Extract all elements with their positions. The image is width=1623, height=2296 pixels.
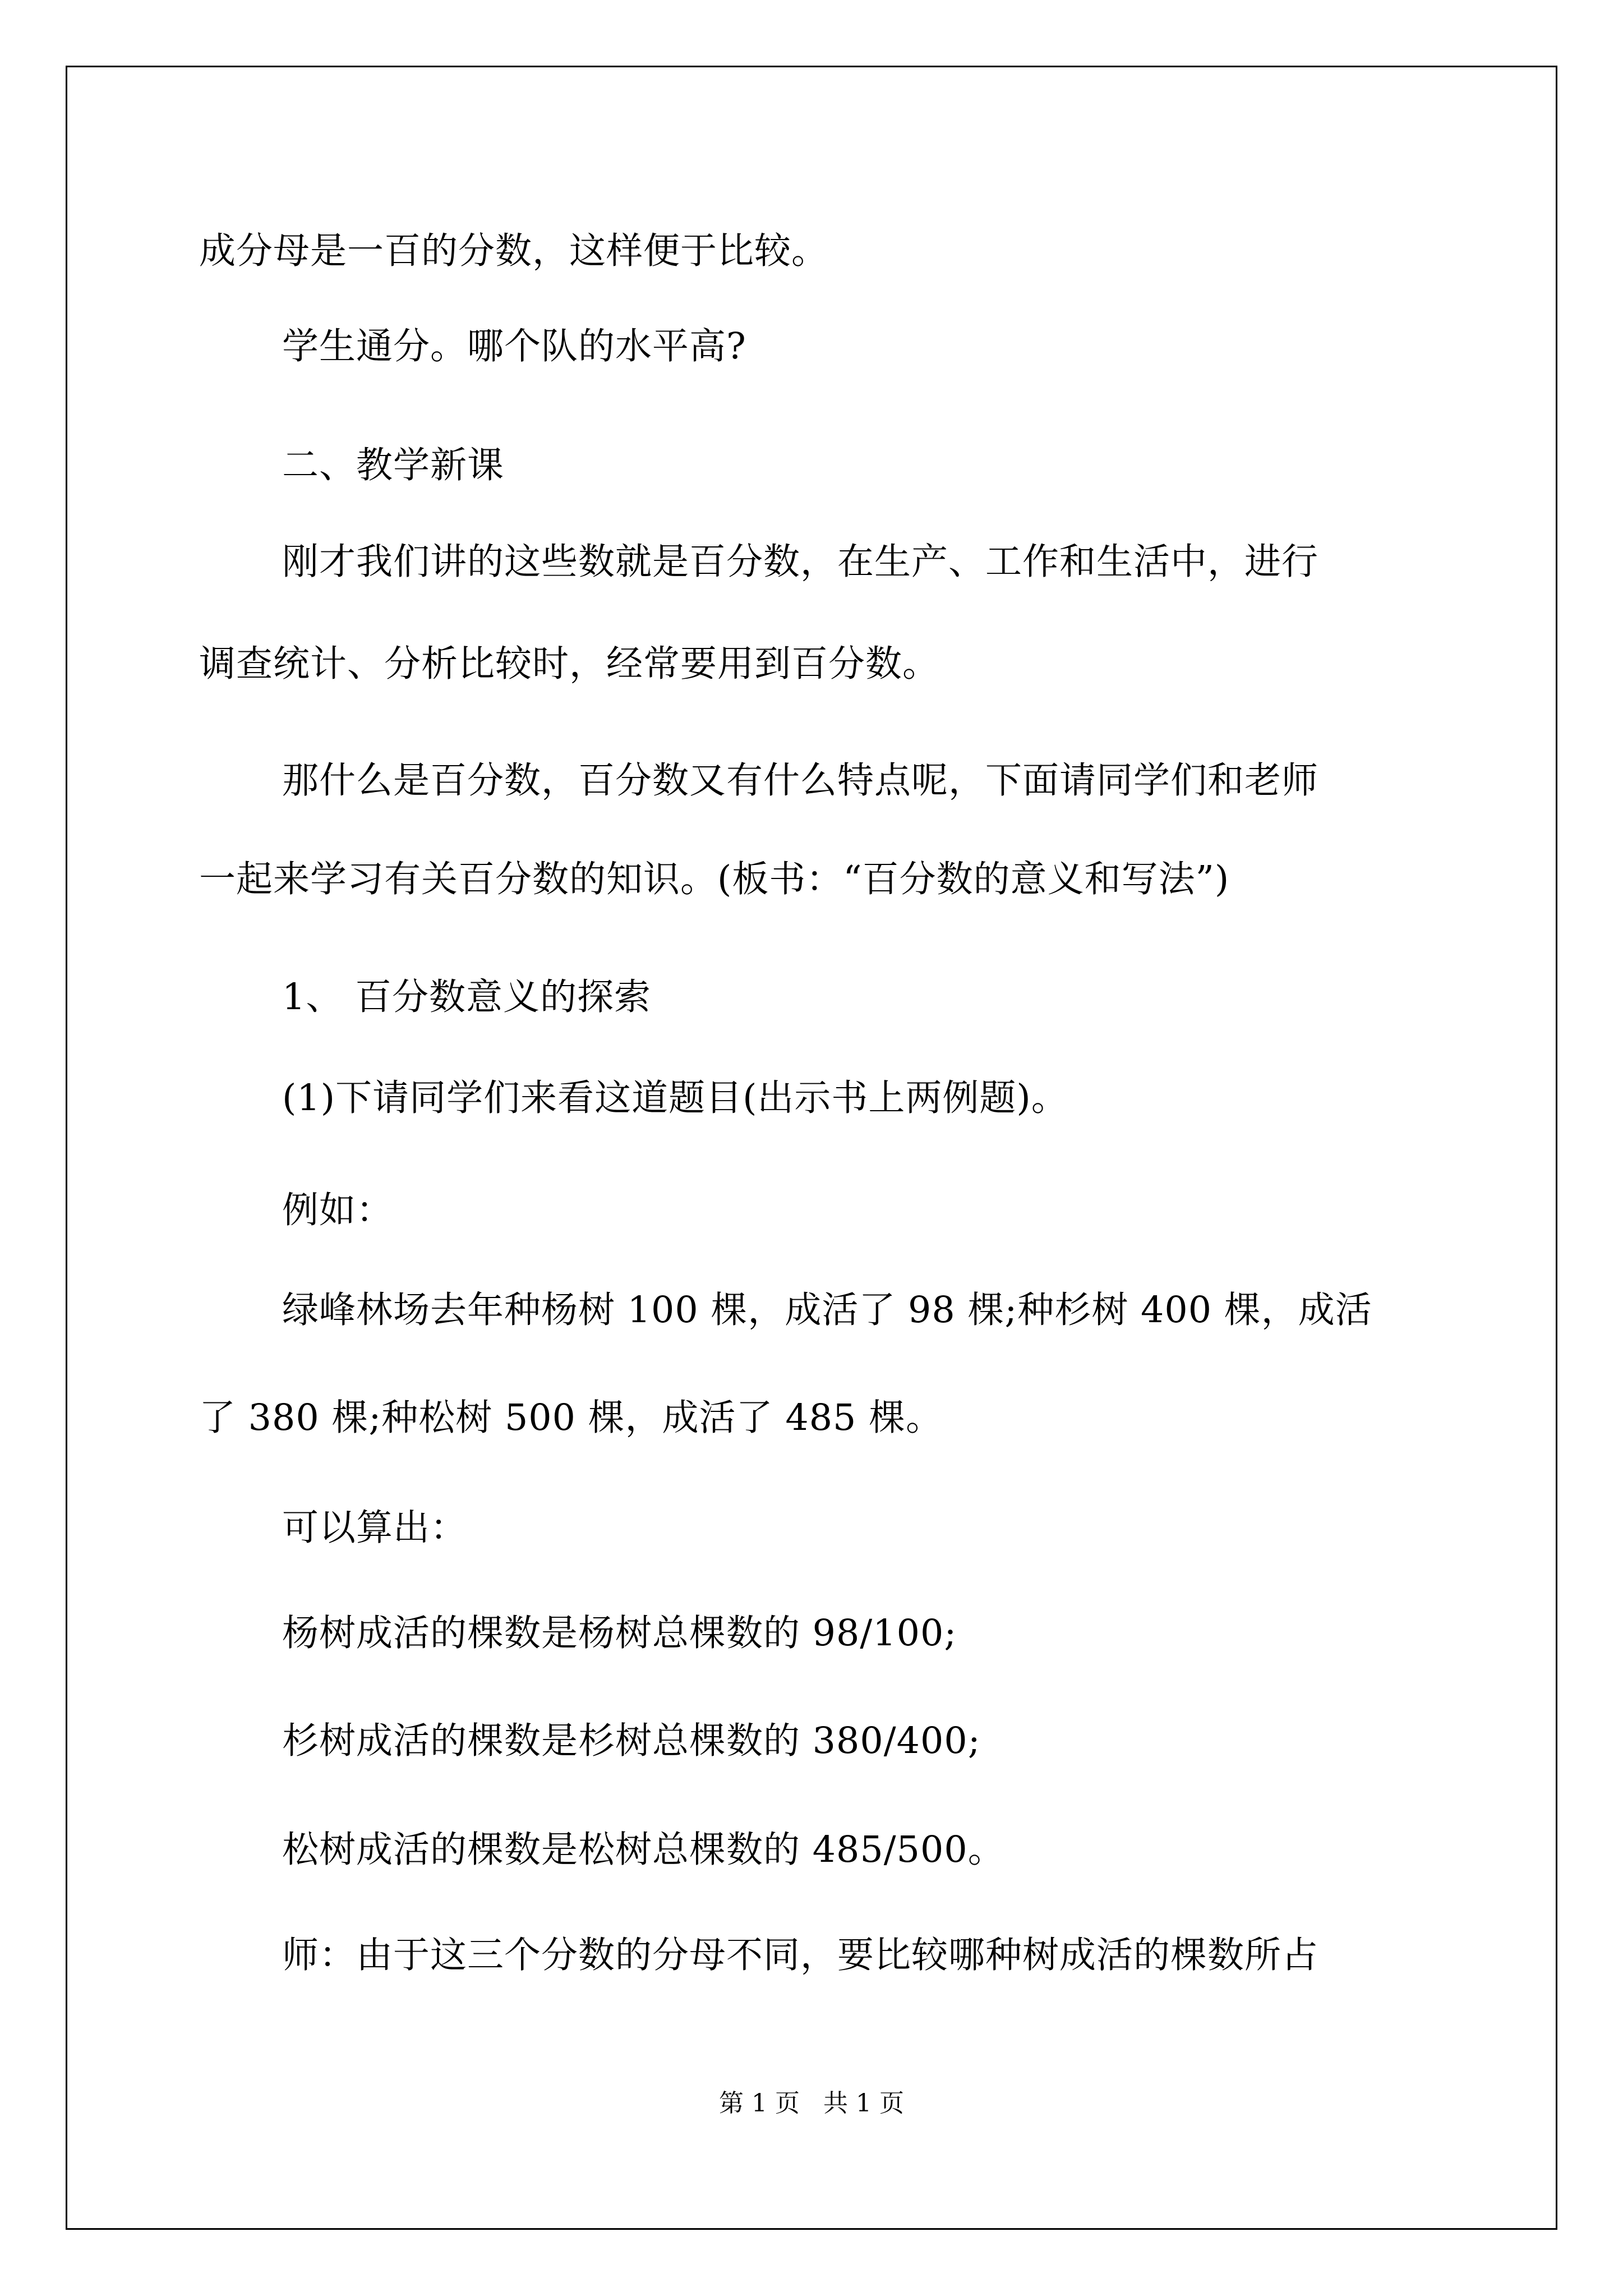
page-footer: 第 1 页 共 1 页 bbox=[719, 2089, 904, 2118]
text-line: 师：由于这三个分数的分母不同，要比较哪种树成活的棵数所占 bbox=[282, 1934, 1319, 1976]
section-heading: 二、教学新课 bbox=[282, 444, 505, 486]
text-line: 松树成活的棵数是松树总棵数的 485/500。 bbox=[282, 1829, 1005, 1871]
text-line: 调查统计、分析比较时，经常要用到百分数。 bbox=[199, 643, 940, 685]
text-line: 可以算出： bbox=[282, 1507, 468, 1549]
text-line: (1)下请同学们来看这道题目(出示书上两例题)。 bbox=[282, 1077, 1068, 1119]
text-line: 杨树成活的棵数是杨树总棵数的 98/100; bbox=[282, 1612, 957, 1654]
text-line: 绿峰林场去年种杨树 100 棵，成活了 98 棵;种杉树 400 棵，成活 bbox=[282, 1289, 1372, 1331]
text-line: 成分母是一百的分数，这样便于比较。 bbox=[199, 230, 829, 272]
text-line: 一起来学习有关百分数的知识。(板书：“百分数的意义和写法”) bbox=[199, 858, 1230, 900]
text-line: 那什么是百分数，百分数又有什么特点呢，下面请同学们和老师 bbox=[282, 760, 1319, 802]
text-line: 学生通分。哪个队的水平高? bbox=[282, 325, 746, 367]
text-line: 刚才我们讲的这些数就是百分数，在生产、工作和生活中，进行 bbox=[282, 541, 1319, 583]
subsection-heading: 1、 百分数意义的探索 bbox=[282, 976, 652, 1018]
text-line: 了 380 棵;种松树 500 棵，成活了 485 棵。 bbox=[199, 1397, 943, 1439]
text-line: 杉树成活的棵数是杉树总棵数的 380/400; bbox=[282, 1720, 981, 1762]
text-line: 例如： bbox=[282, 1189, 394, 1231]
page-border bbox=[66, 66, 1557, 2230]
